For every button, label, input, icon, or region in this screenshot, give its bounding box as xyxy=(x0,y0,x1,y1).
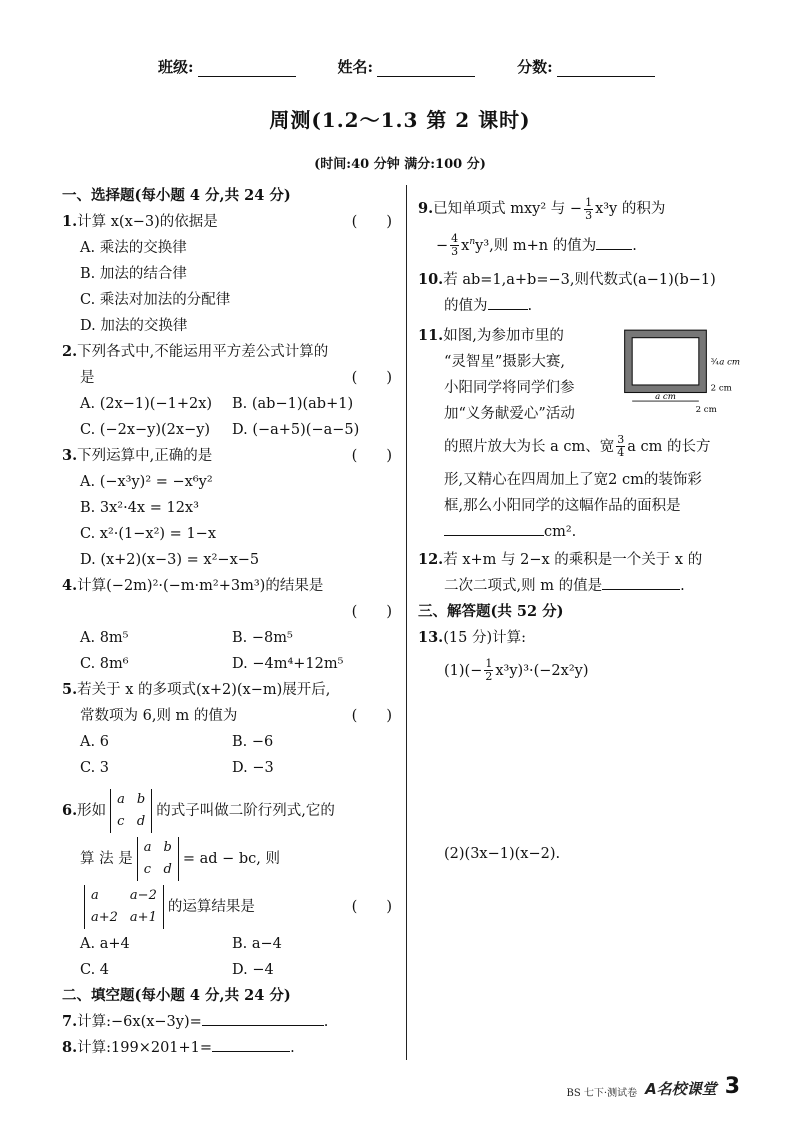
inner-photo-rect xyxy=(632,338,699,385)
q8-text: 计算:199×201+1= xyxy=(77,1040,213,1056)
q13-part1-b: x³y)³·(−2x²y) xyxy=(495,662,589,679)
q11-line-4: 加“义务献爱心”活动 xyxy=(444,405,575,422)
q7-answer-blank[interactable] xyxy=(202,1009,324,1026)
q11-number: 11. xyxy=(418,326,444,344)
column-divider xyxy=(406,185,407,1060)
q12-number: 12. xyxy=(418,550,444,568)
q6-option-d[interactable]: D. −4 xyxy=(232,962,274,978)
q2-options-row1 xyxy=(62,391,402,417)
q4-options-row1 xyxy=(62,625,402,651)
class-label: 班级: xyxy=(158,58,194,76)
q2-option-b[interactable]: B. (ab−1)(ab+1) xyxy=(232,396,354,412)
q12-answer-blank[interactable] xyxy=(602,573,680,590)
q1-answer-paren[interactable]: ( ) xyxy=(351,214,392,230)
height-label: ¾ xyxy=(710,357,719,368)
q4-number: 4. xyxy=(62,577,78,594)
name-label: 姓名: xyxy=(337,58,374,76)
student-info-row xyxy=(158,56,655,77)
q11-line-7: 框,那么小阳同学的这幅作品的面积是 xyxy=(444,497,681,514)
class-blank[interactable] xyxy=(198,60,296,77)
q5-text: 若关于 x 的多项式(x+2)(x−m)展开后, xyxy=(77,682,331,698)
q13-part2: (2)(3x−1)(x−2). xyxy=(444,845,561,862)
score-blank[interactable] xyxy=(557,60,655,77)
question-1 xyxy=(62,209,402,339)
score-label: 分数: xyxy=(517,58,553,76)
page-subtitle: (时间:40 分钟 满分:100 分) xyxy=(314,157,486,172)
question-10: 10.若 ab=1,a+b=−3,则代数式(a−1)(b−1) 的值为 . xyxy=(418,270,716,314)
q2-option-a[interactable]: A. (2x−1)(−1+2x) xyxy=(80,396,213,412)
q11-frac-num: 3 xyxy=(617,433,625,447)
q13-number: 13. xyxy=(418,628,444,646)
q6-option-b[interactable]: B. a−4 xyxy=(232,936,282,952)
q6-text-b: 的式子叫做二阶行列式,它的 xyxy=(156,803,335,819)
q3-option-a[interactable]: A. (−x³y)² = −x⁶y² xyxy=(80,474,213,490)
page-title: 周测(1.2～1.3 第 2 课时) xyxy=(269,108,531,132)
q2-number: 2. xyxy=(62,343,78,360)
q8-number: 8. xyxy=(62,1039,78,1056)
q6-options-row1 xyxy=(62,931,402,957)
question-3 xyxy=(62,443,402,573)
q5-option-b[interactable]: B. −6 xyxy=(232,734,274,750)
q5-options-row1 xyxy=(62,729,402,755)
q12-text: 若 x+m 与 2−x 的乘积是一个关于 x 的 xyxy=(443,551,703,568)
page-number: 3 xyxy=(724,1074,740,1099)
section-choice-heading: 一、选择题(每小题 4 分,共 24 分) xyxy=(62,187,291,204)
q6-determinant-example: a b c d xyxy=(110,789,152,833)
q4-option-a[interactable]: A. 8m⁵ xyxy=(80,630,129,646)
q11-frame-figure xyxy=(622,328,752,414)
q5-option-c[interactable]: C. 3 xyxy=(80,760,110,776)
q6-text-a: 形如 xyxy=(77,803,107,819)
question-13 xyxy=(418,625,748,867)
q4-option-c[interactable]: C. 8m⁶ xyxy=(80,656,129,672)
question-4 xyxy=(62,573,402,677)
q4-options-row2 xyxy=(62,651,402,677)
q9-fraction-2 xyxy=(450,233,459,258)
q13-part1-a: (1)(− xyxy=(444,662,483,679)
q11-unit: cm². xyxy=(544,523,577,540)
q5-answer-paren[interactable]: ( ) xyxy=(351,708,392,724)
footer-note: BS 七下·测试卷 xyxy=(566,1088,638,1099)
q11-line-5b: a cm 的长方 xyxy=(627,438,711,455)
q13-fraction xyxy=(484,658,493,683)
q6-text-c: 算 法 是 xyxy=(80,851,133,867)
q12-text-cont: 二次二项式,则 m 的值是 xyxy=(444,577,603,594)
q6-determinant-rule: a b c d xyxy=(137,837,179,881)
section-fill-heading: 二、填空题(每小题 4 分,共 24 分) xyxy=(62,987,291,1004)
q5-number: 5. xyxy=(62,681,78,698)
question-6 xyxy=(62,787,402,983)
score-field xyxy=(517,56,655,77)
q1-option-a[interactable]: A. 乘法的交换律 xyxy=(80,240,187,256)
q9-answer-blank[interactable] xyxy=(596,233,632,250)
q4-answer-paren[interactable]: ( ) xyxy=(351,604,392,620)
q1-option-d[interactable]: D. 加法的交换律 xyxy=(80,318,188,334)
q9-frac2-num: 4 xyxy=(451,232,459,246)
q11-line-2: “灵智星”摄影大赛, xyxy=(444,353,565,370)
bottom-2cm-label: 2 cm xyxy=(695,404,717,414)
height-label-unit: a cm xyxy=(719,357,741,368)
q4-text: 计算(−2m)²·(−m·m²+3m³)的结果是 xyxy=(77,578,324,594)
q9-text-b: x³y 的积为 xyxy=(595,201,666,217)
q11-fraction xyxy=(616,434,625,459)
q6-text-d: = ad − bc, 则 xyxy=(182,851,280,867)
width-label: a cm xyxy=(655,391,676,402)
q13-frac-num: 1 xyxy=(485,657,493,671)
q9-number: 9. xyxy=(418,200,434,217)
name-blank[interactable] xyxy=(377,60,475,77)
q10-answer-blank[interactable] xyxy=(488,293,528,310)
q9-text-c: x xyxy=(461,237,470,254)
q13-part1-workspace[interactable] xyxy=(418,691,748,841)
question-7: 7.计算:−6x(x−3y)= . xyxy=(62,1009,402,1035)
q6-answer-paren[interactable]: ( ) xyxy=(351,899,392,915)
q9-frac-den: 3 xyxy=(585,208,593,222)
q13-frac-den: 2 xyxy=(485,670,493,684)
q10-text-cont: 的值为 xyxy=(444,297,488,314)
q1-text: 计算 x(x−3)的依据是 xyxy=(77,214,218,230)
question-2 xyxy=(62,339,402,443)
q11-line-3: 小阳同学将同学们参 xyxy=(444,379,575,396)
q13-text: (15 分)计算: xyxy=(443,629,526,646)
q3-text: 下列运算中,正确的是 xyxy=(77,448,213,464)
right-column xyxy=(418,193,748,867)
q7-number: 7. xyxy=(62,1013,78,1030)
section-solve-heading: 三、解答题(共 52 分) xyxy=(418,602,564,620)
question-5 xyxy=(62,677,402,781)
question-9: 9.已知单项式 mxy² 与 − $\frac{1}{3}$ x³y 的积为 − $\frac{4}{3}$ $x^ny^3$,则 m+n 的值为 . xyxy=(418,195,666,259)
q1-option-b[interactable]: B. 加法的结合律 xyxy=(80,266,187,282)
q6-text-e: 的运算结果是 xyxy=(167,899,255,915)
q4-option-b[interactable]: B. −8m⁵ xyxy=(232,630,293,646)
q6-option-a[interactable]: A. a+4 xyxy=(80,936,130,952)
q11-line-1: 如图,为参加市里的 xyxy=(443,327,564,344)
q5-option-a[interactable]: A. 6 xyxy=(80,734,109,750)
q5-option-d[interactable]: D. −3 xyxy=(232,760,274,776)
q11-answer-blank[interactable] xyxy=(444,519,544,536)
q9-text-a: 已知单项式 mxy² 与 − xyxy=(433,201,583,217)
q8-answer-blank[interactable] xyxy=(212,1035,290,1052)
q9-text-d: y³,则 m+n 的值为 xyxy=(475,237,597,254)
q9-fraction xyxy=(584,197,593,222)
question-8: 8.计算:199×201+1= . xyxy=(62,1035,402,1061)
q2-text-cont: 是 xyxy=(80,370,95,386)
class-field xyxy=(158,56,296,77)
page-footer xyxy=(567,1074,740,1099)
q9-frac-num: 1 xyxy=(585,195,593,209)
q1-option-c[interactable]: C. 乘法对加法的分配律 xyxy=(80,292,231,308)
q2-option-d[interactable]: D. (−a+5)(−a−5) xyxy=(232,422,360,438)
q6-determinant-task: a a−2 a+2 a+1 xyxy=(84,885,164,929)
name-field xyxy=(338,56,476,77)
right-2cm-label: 2 cm xyxy=(710,383,732,394)
q5-text-cont: 常数项为 6,则 m 的值为 xyxy=(80,708,238,724)
q6-option-c[interactable]: C. 4 xyxy=(80,962,110,978)
q3-answer-paren[interactable]: ( ) xyxy=(351,448,392,464)
q11-line-6: 形,又精心在四周加上了宽2 cm的装饰彩 xyxy=(444,471,702,488)
q3-option-c[interactable]: C. x²·(1−x²) = 1−x xyxy=(80,526,216,542)
q6-number: 6. xyxy=(62,802,78,819)
question-12: 12.若 x+m 与 2−x 的乘积是一个关于 x 的 二次二项式,则 m 的值是 . xyxy=(418,550,703,594)
q11-line-5a: 的照片放大为长 a cm、宽 xyxy=(444,438,615,455)
q6-options-row2 xyxy=(62,957,402,983)
q7-text: 计算:−6x(x−3y)= xyxy=(77,1014,202,1030)
left-column xyxy=(62,183,402,1061)
q2-option-c[interactable]: C. (−2x−y)(2x−y) xyxy=(80,422,211,438)
q3-option-d[interactable]: D. (x+2)(x−3) = x²−x−5 xyxy=(80,552,260,568)
q2-text: 下列各式中,不能运用平方差公式计算的 xyxy=(77,344,329,360)
q9-frac2-den: 3 xyxy=(451,245,459,259)
q11-frac-den: 4 xyxy=(617,446,625,460)
q4-option-d[interactable]: D. −4m⁴+12m⁵ xyxy=(232,656,344,672)
q1-number: 1. xyxy=(62,213,78,230)
q3-option-b[interactable]: B. 3x²·4x = 12x³ xyxy=(80,500,199,516)
brand-logo: A名校课堂 xyxy=(645,1080,717,1098)
q2-options-row2 xyxy=(62,417,402,443)
q10-number: 10. xyxy=(418,270,444,288)
q2-answer-paren[interactable]: ( ) xyxy=(351,370,392,386)
q3-number: 3. xyxy=(62,447,78,464)
q10-text: 若 ab=1,a+b=−3,则代数式(a−1)(b−1) xyxy=(443,271,716,288)
q5-options-row2 xyxy=(62,755,402,781)
